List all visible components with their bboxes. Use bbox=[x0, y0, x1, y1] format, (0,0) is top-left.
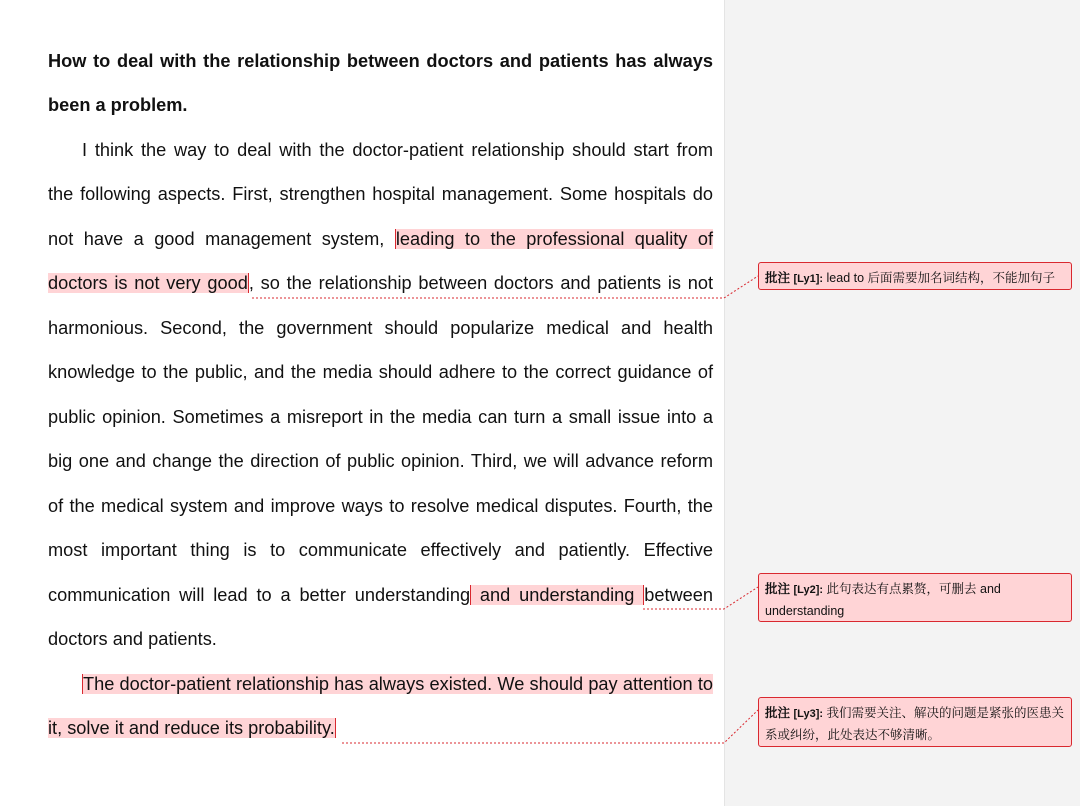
comment-author: [Ly1]: bbox=[793, 273, 824, 285]
doc-line: big one and change the direction of public opinion. Third, we will advance reform bbox=[48, 451, 713, 471]
doc-line: I think the way to deal with the doctor-patient relationship should start from bbox=[82, 140, 713, 160]
comment-label: 批注 bbox=[765, 582, 791, 596]
comment-label: 批注 bbox=[765, 271, 791, 285]
comment-highlight-1[interactable]: doctors is not very good bbox=[48, 273, 248, 293]
doc-line: the following aspects. First, strengthen hospital management. Some hospitals do bbox=[48, 184, 713, 204]
doc-line: of the medical system and improve ways to resolve medical disputes. Fourth, the bbox=[48, 496, 713, 516]
doc-line: most important thing is to communicate effectively and patiently. Effective bbox=[48, 540, 713, 560]
comment-text: lead to 后面需要加名词结构，不能加句子 bbox=[826, 271, 1056, 285]
comment-label: 批注 bbox=[765, 706, 791, 720]
comment-highlight-3[interactable]: it, solve it and reduce its probability. bbox=[48, 718, 335, 738]
doc-line: doctors and patients. bbox=[48, 629, 217, 649]
line-text: , so the relationship between doctors and patients is not bbox=[248, 273, 714, 293]
comment-author: [Ly2]: bbox=[793, 584, 824, 596]
doc-line: knowledge to the public, and the media should adhere to the correct guidance of bbox=[48, 362, 713, 382]
doc-line bbox=[48, 713, 713, 743]
comment-balloon-3[interactable] bbox=[758, 697, 1072, 747]
doc-line: How to deal with the relationship between doctors and patients has always bbox=[48, 51, 713, 71]
comment-balloon-1[interactable] bbox=[758, 262, 1072, 290]
comment-highlight-1[interactable]: leading to the professional quality of bbox=[395, 229, 713, 249]
doc-line: public opinion. Sometimes a misreport in the media can turn a small issue into a bbox=[48, 407, 713, 427]
doc-line: harmonious. Second, the government should popularize medical and health bbox=[48, 318, 713, 338]
comment-highlight-3[interactable]: The doctor-patient relationship has always existed. We should pay attention to bbox=[83, 674, 713, 694]
doc-line: been a problem. bbox=[48, 95, 188, 115]
comment-author: [Ly3]: bbox=[793, 708, 824, 720]
comment-highlight-2[interactable]: and understanding bbox=[471, 585, 644, 605]
line-text: not have a good management system, bbox=[48, 229, 395, 249]
comment-text: 此句表达有点累赘，可删去 and understanding bbox=[765, 582, 1001, 618]
doc-line bbox=[82, 669, 713, 699]
doc-line bbox=[48, 268, 713, 298]
doc-line bbox=[48, 580, 713, 610]
line-text: communication will lead to a better understanding bbox=[48, 585, 471, 605]
comment-balloon-2[interactable] bbox=[758, 573, 1072, 622]
line-text: between bbox=[644, 585, 713, 605]
comment-margin bbox=[724, 0, 1080, 806]
doc-line bbox=[48, 224, 713, 254]
comment-text: 我们需要关注、解决的问题是紧张的医患关系或纠纷，此处表达不够清晰。 bbox=[765, 706, 1065, 742]
